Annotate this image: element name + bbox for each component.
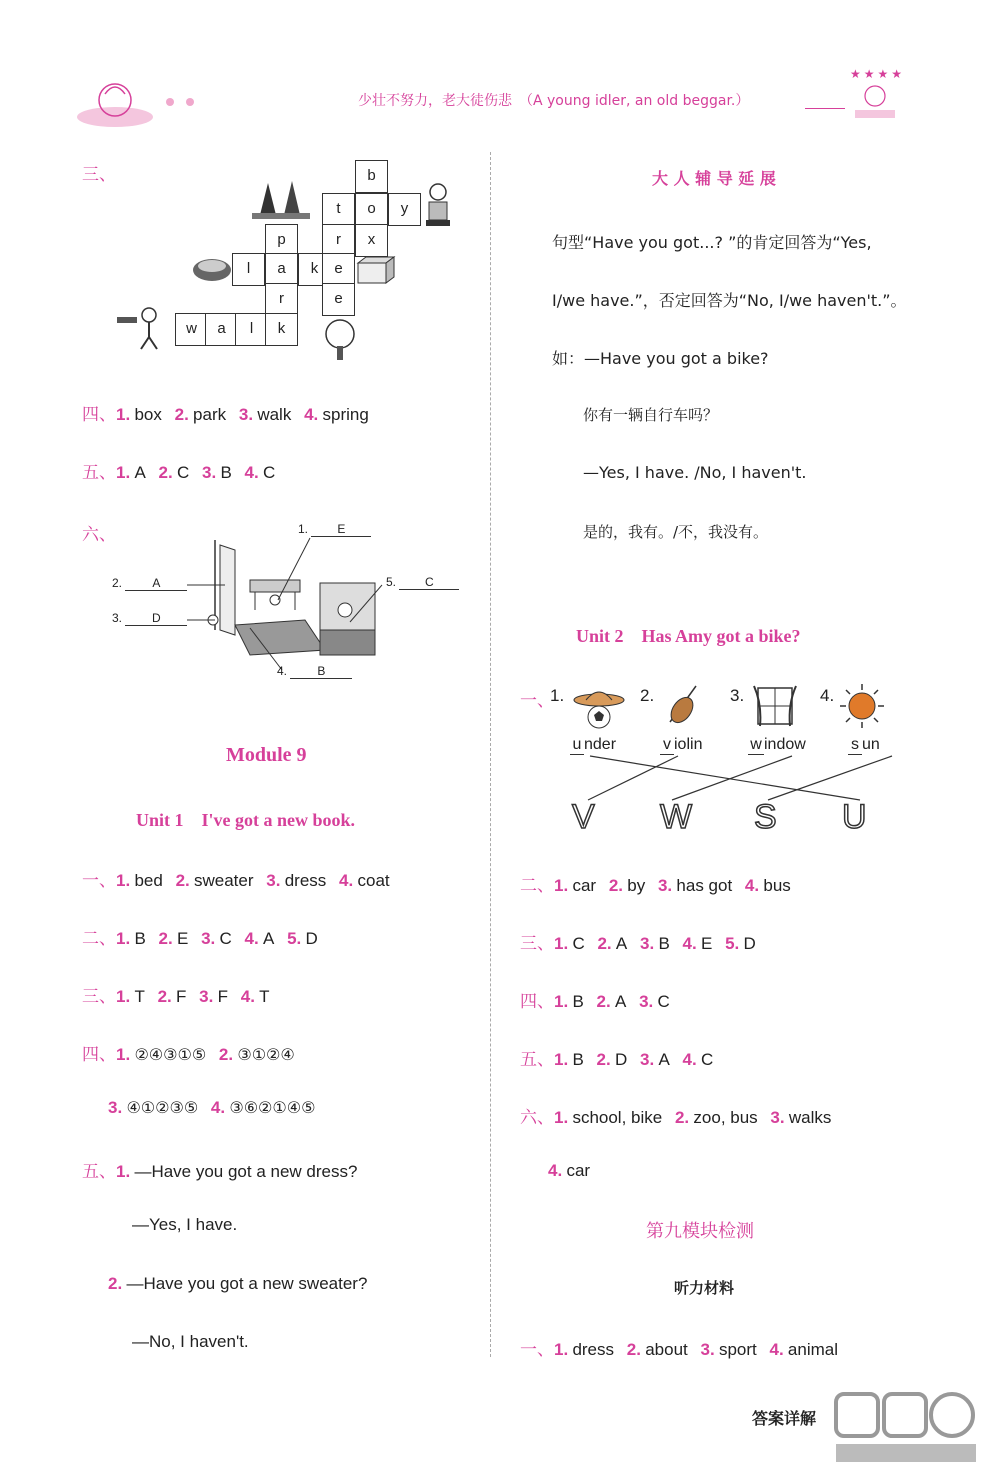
label-answer: B [290, 664, 352, 679]
module-test-title: 第九模块检测 [646, 1221, 754, 1242]
item-number: 4. [682, 1050, 697, 1069]
answer: C [219, 929, 232, 948]
unit1-title: Unit 1 I've got a new book. [136, 810, 356, 830]
answer: F [176, 987, 187, 1006]
unit1-section-5-a1: —Yes, I have. [132, 1215, 238, 1234]
pic-number: 3. [730, 686, 745, 705]
item-number: 4. [244, 463, 259, 482]
column-divider [490, 152, 491, 1357]
listening-title: 听力材料 [674, 1279, 735, 1297]
item-number: 1. [116, 1045, 131, 1064]
item-number: 3. [199, 987, 214, 1006]
answer: animal [787, 1340, 839, 1359]
answer: coat [357, 871, 390, 890]
violin-picture [660, 682, 704, 730]
pic-number: 2. [640, 686, 655, 705]
section-label: 四、 [520, 992, 554, 1012]
room-label-5 [386, 575, 459, 590]
header-decoration-right [840, 66, 910, 126]
tip-line: I/we have.”，否定回答为“No, I/we haven't.”。 [552, 291, 907, 310]
item-number: 2. [608, 876, 623, 895]
section-label: 一、 [520, 1340, 554, 1360]
unit2-section-4 [520, 987, 670, 1012]
section-label: 三、 [82, 987, 116, 1007]
item-number: 3. [700, 1340, 715, 1359]
answer: spring [322, 405, 369, 424]
answer: car [566, 1161, 591, 1180]
item-number: 4. [210, 1098, 226, 1117]
answer: dress [284, 871, 327, 890]
answer: B [220, 463, 232, 482]
pic-number: 4. [820, 686, 835, 705]
unit2-section-2 [520, 871, 791, 896]
tip-line: —Yes, I have. /No, I haven't. [583, 463, 807, 482]
answer: F [217, 987, 228, 1006]
label-number: 5. [386, 575, 397, 589]
word-rest: nder [584, 736, 617, 753]
label-answer: A [125, 576, 187, 591]
section-3-label: 三、 [82, 165, 116, 185]
room-label-2 [112, 576, 187, 591]
header-decoration-left [75, 72, 215, 132]
crossword-cell: e [322, 253, 355, 286]
item-number: 3. [657, 876, 673, 895]
answer: C [262, 463, 276, 482]
item-number: 3. [238, 405, 254, 424]
lake-picture [192, 250, 232, 284]
svg-text:★ ★ ★ ★: ★ ★ ★ ★ [850, 67, 903, 81]
item-number: 2. [674, 1108, 690, 1127]
answer: C [176, 463, 190, 482]
answer: A [262, 929, 275, 948]
item-number: 1. [554, 1050, 569, 1069]
item-number: 4. [682, 934, 697, 953]
item-number: 2. [158, 463, 173, 482]
answer: C [700, 1050, 714, 1069]
toy-picture [418, 180, 458, 230]
item-number: 2. [157, 987, 172, 1006]
item-number: 3. [640, 934, 655, 953]
answer: B [572, 1050, 584, 1069]
item-number: 2. [158, 929, 173, 948]
section-label: 三、 [520, 934, 554, 954]
item-number: 2. [597, 934, 612, 953]
item-number: 3. [640, 1050, 655, 1069]
word-rest: indow [764, 736, 806, 753]
answer: B [572, 992, 584, 1011]
section-label: 六、 [520, 1108, 554, 1128]
answer: ③⑥②①④⑤ [229, 1098, 316, 1117]
section-5-row [82, 458, 275, 483]
section-label: 四、 [82, 405, 116, 425]
word-rest: iolin [674, 736, 703, 753]
unit1-section-2 [82, 924, 318, 949]
item-number: 4. [769, 1340, 784, 1359]
answer: C [572, 934, 585, 953]
item-number: 5. [725, 934, 740, 953]
crossword-cell: l [235, 313, 268, 346]
tree-picture [322, 318, 358, 362]
item-number: 1. [116, 929, 131, 948]
unit2-title: Unit 2 Has Amy got a bike? [576, 626, 801, 646]
item-number: 4. [339, 871, 354, 890]
answer: B [658, 934, 670, 953]
footer-label: 答案详解 [752, 1409, 817, 1428]
crossword-cell: k [265, 313, 298, 346]
pic-number: 1. [550, 686, 565, 705]
answer: park [193, 405, 227, 424]
item-number: 1. [554, 1340, 569, 1359]
tip-line: 如：—Have you got a bike? [552, 349, 769, 368]
crossword-cell: p [265, 224, 298, 257]
item-number: 2. [175, 871, 190, 890]
item-number: 1. [116, 405, 131, 424]
section-label: 二、 [520, 876, 554, 896]
unit1-section-4-row2 [108, 1098, 315, 1118]
crossword-cell: a [205, 313, 238, 346]
unit2-section-1-label: 一、 [520, 691, 554, 711]
item-number: 1. [116, 1162, 131, 1181]
outline-letter: W [660, 798, 693, 836]
label-number: 3. [112, 611, 123, 625]
tip-line: 句型“Have you got...? ”的肯定回答为“Yes, [552, 233, 872, 252]
answer: zoo, bus [693, 1108, 758, 1127]
walking-boy-picture [115, 305, 170, 353]
unit2-section-6-row2 [548, 1161, 590, 1181]
park-picture [250, 175, 312, 221]
word-first-letter: w [748, 736, 764, 755]
unit2-section-5 [520, 1045, 713, 1070]
answer: box [134, 405, 162, 424]
item-number: 1. [116, 871, 131, 890]
answer: ②④③①⑤ [134, 1045, 207, 1064]
item-number: 2. [596, 1050, 611, 1069]
word-first-letter: v [660, 736, 674, 755]
outline-letter: S [754, 798, 777, 836]
item-number: 3. [770, 1108, 785, 1127]
section-4-row [82, 400, 369, 425]
label-lines [150, 520, 460, 680]
label-answer: D [125, 611, 187, 626]
item-number: 4. [240, 987, 255, 1006]
item-number: 4. [744, 876, 760, 895]
item-number: 4. [548, 1161, 563, 1180]
answer: dress [572, 1340, 615, 1359]
word-first-letter: s [848, 736, 862, 755]
section-label: 五、 [82, 463, 116, 483]
crossword-cell: o [355, 193, 388, 226]
answer: A [658, 1050, 670, 1069]
answer: C [657, 992, 670, 1011]
answer: D [743, 934, 756, 953]
crossword-cell: a [265, 253, 298, 286]
answer: A [614, 992, 627, 1011]
item-number: 3. [639, 992, 654, 1011]
answer: sport [718, 1340, 757, 1359]
footer-watermark [830, 1388, 980, 1466]
answer: ④①②③⑤ [126, 1098, 199, 1117]
module-title: Module 9 [226, 744, 307, 766]
answer: E [176, 929, 189, 948]
item-number: 2. [108, 1274, 123, 1293]
section-label: 一、 [82, 871, 116, 891]
answer: B [134, 929, 146, 948]
item-number: 4. [304, 405, 319, 424]
section-label: 五、 [520, 1050, 554, 1070]
window-picture [752, 684, 798, 728]
answer: A [134, 463, 146, 482]
crossword-cell: l [232, 253, 265, 286]
answer: T [259, 987, 270, 1006]
hat-ball-picture [572, 684, 626, 730]
answer: E [700, 934, 713, 953]
unit1-section-3 [82, 982, 270, 1007]
crossword-cell: r [265, 283, 298, 316]
sun-picture [838, 682, 886, 730]
answer: school, bike [572, 1108, 663, 1127]
answer: by [627, 876, 646, 895]
crossword-cell: y [388, 193, 421, 226]
item-number: 5. [287, 929, 302, 948]
item-number: 3. [201, 929, 216, 948]
answer: —Have you got a new sweater? [126, 1274, 368, 1293]
room-label-3 [112, 611, 187, 626]
answer: about [645, 1340, 688, 1359]
answer: D [305, 929, 318, 948]
word-first-letter: u [570, 736, 584, 755]
item-number: 1. [116, 987, 131, 1006]
crossword-cell: r [322, 224, 355, 257]
item-number: 1. [554, 934, 569, 953]
box-picture [356, 255, 396, 285]
item-number: 2. [626, 1340, 641, 1359]
label-number: 1. [298, 522, 309, 536]
crossword-cell: e [322, 283, 355, 316]
item-number: 2. [174, 405, 189, 424]
tip-title: 大 人 辅 导 延 展 [652, 169, 776, 188]
matching-lines [560, 752, 900, 802]
item-number: 2. [596, 992, 611, 1011]
item-number: 3. [108, 1098, 123, 1117]
answer: sweater [194, 871, 254, 890]
test-section-1 [520, 1335, 838, 1360]
label-number: 2. [112, 576, 123, 590]
item-number: 1. [554, 992, 569, 1011]
unit2-section-3 [520, 929, 756, 954]
unit1-section-5-q1 [82, 1157, 357, 1182]
answer: ③①②④ [237, 1045, 295, 1064]
section-label: 二、 [82, 929, 116, 949]
unit1-section-5-a2: —No, I haven't. [132, 1332, 249, 1351]
label-answer: C [399, 575, 459, 590]
unit2-section-6-row1 [520, 1103, 831, 1128]
tip-line: 你有一辆自行车吗？ [583, 406, 719, 424]
answer: D [614, 1050, 628, 1069]
word-rest: un [862, 736, 880, 753]
label-answer: E [311, 522, 371, 537]
item-number: 2. [218, 1045, 234, 1064]
unit1-section-5-q2 [108, 1274, 367, 1294]
unit1-section-4-row1 [82, 1040, 295, 1065]
answer: walk [257, 405, 292, 424]
answer: bus [763, 876, 791, 895]
section-label: 五、 [82, 1162, 116, 1182]
answer: car [572, 876, 597, 895]
crossword-cell: x [355, 224, 388, 257]
answer: A [615, 934, 628, 953]
tip-line: 是的，我有。/不，我没有。 [583, 523, 769, 541]
answer: walks [788, 1108, 832, 1127]
item-number: 1. [116, 463, 131, 482]
room-label-4 [277, 664, 352, 679]
item-number: 3. [202, 463, 217, 482]
item-number: 4. [244, 929, 259, 948]
crossword-cell: t [322, 193, 355, 226]
crossword-cell: b [355, 160, 388, 193]
room-label-1 [298, 522, 371, 537]
answer: has got [676, 876, 733, 895]
label-number: 4. [277, 664, 288, 678]
answer: bed [134, 871, 163, 890]
outline-letter: V [572, 798, 595, 836]
crossword-cell: k [298, 253, 331, 286]
header-motto: 少壮不努力，老大徒伤悲 （A young idler, an old beggar.） [358, 93, 750, 109]
section-label: 四、 [82, 1045, 116, 1065]
section-6-label: 六、 [82, 525, 116, 545]
header-rule [805, 108, 845, 109]
item-number: 1. [554, 876, 569, 895]
item-number: 3. [266, 871, 281, 890]
answer: —Have you got a new dress? [134, 1162, 358, 1181]
answer: T [134, 987, 145, 1006]
unit1-section-1 [82, 866, 390, 891]
outline-letter: U [842, 798, 867, 836]
item-number: 1. [554, 1108, 569, 1127]
crossword-cell: w [175, 313, 208, 346]
